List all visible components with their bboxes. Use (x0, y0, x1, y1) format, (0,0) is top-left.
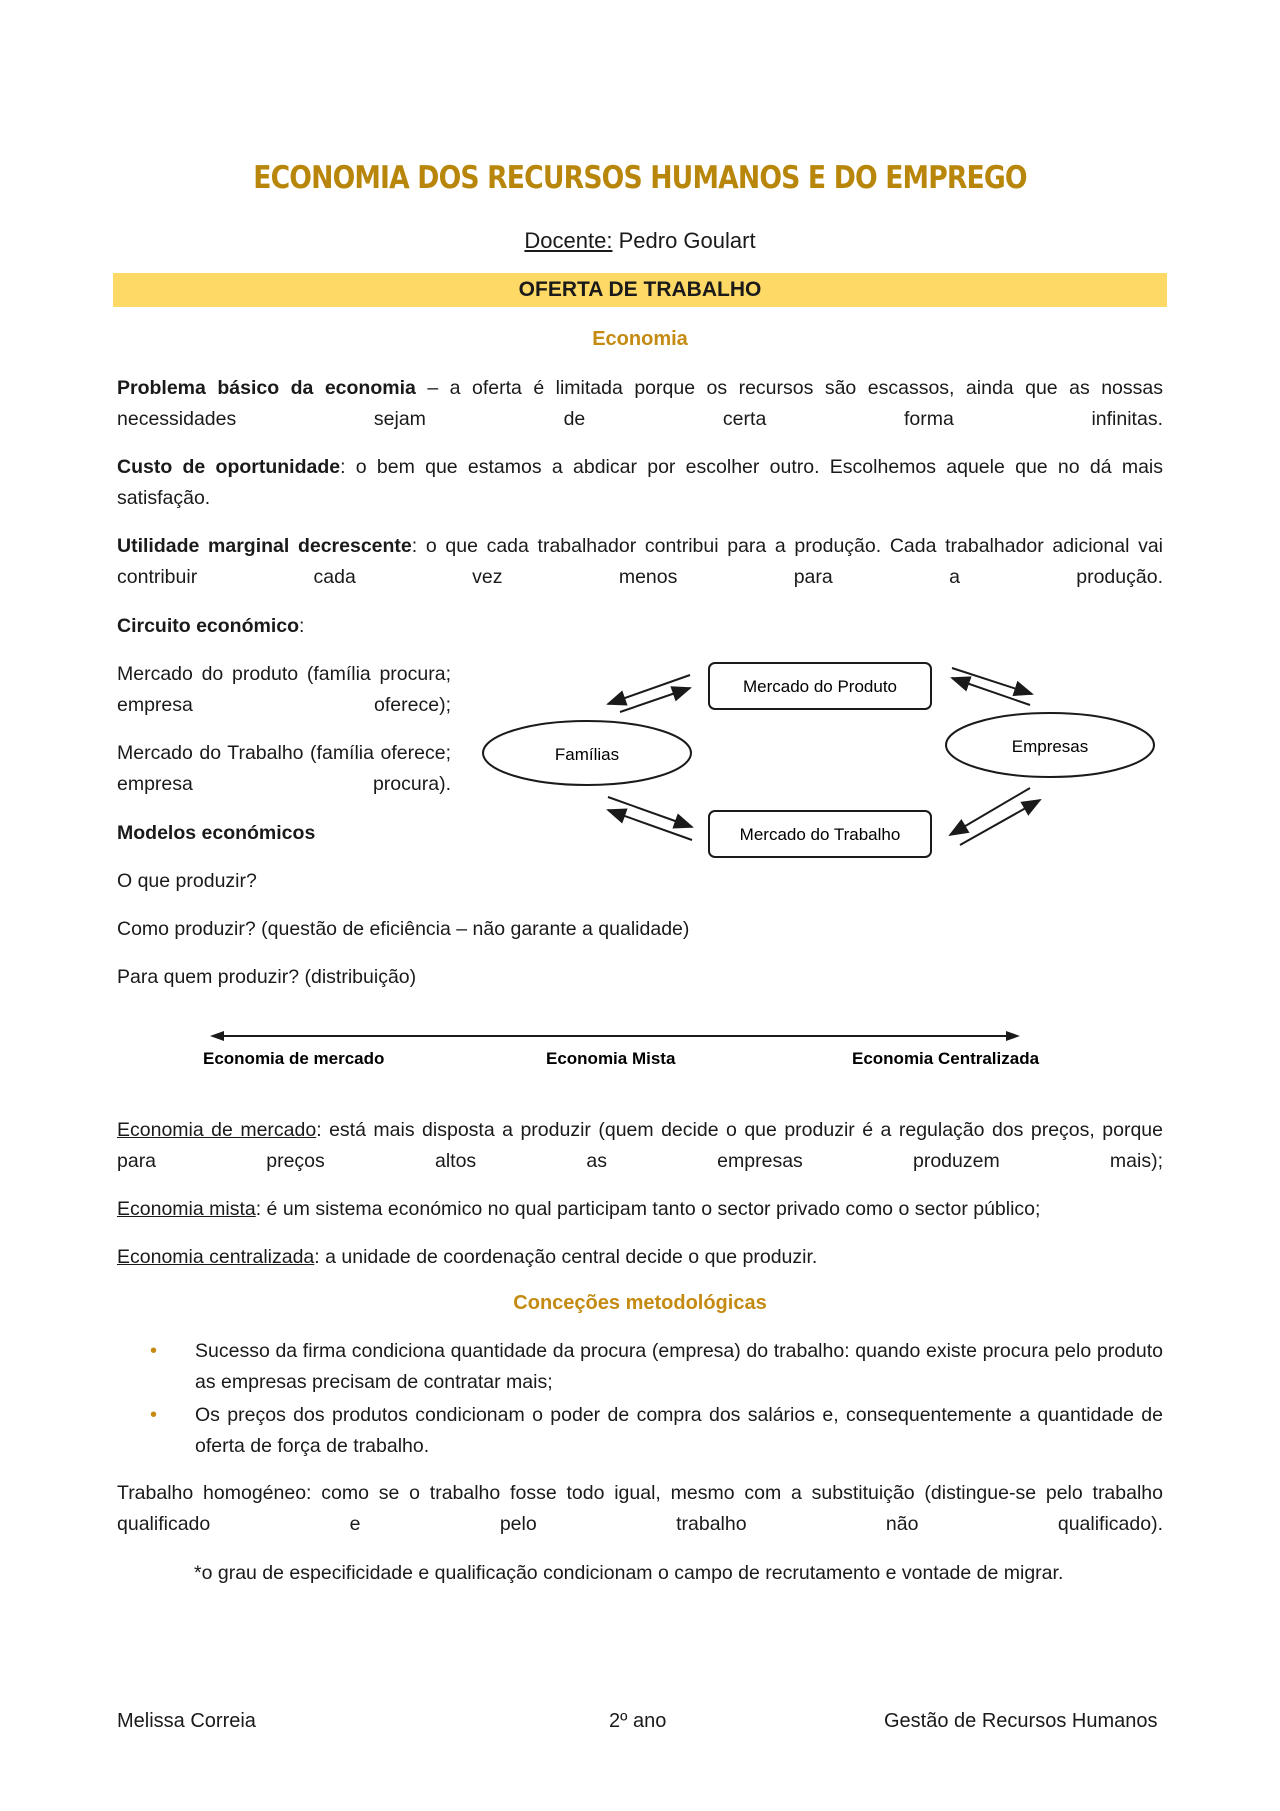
footer-author: Melissa Correia (117, 1710, 256, 1732)
text-economia-mercado: : está mais disposta a produzir (quem decide o que produzir é a regulação dos preços, porque para preços altos as empresas produzem mais); (117, 1119, 1163, 1172)
bullet-text: Os preços dos produtos condicionam o poder de compra dos salários e, consequentemente a quantidade de oferta de força de trabalho. (195, 1404, 1163, 1457)
concecoes-heading: Conceções metodológicas (513, 1292, 767, 1314)
modelos-heading: Modelos económicos (117, 822, 316, 844)
text-utilidade: : o que cada trabalhador contribui para a produção. Cada trabalhador adicional vai contribuir cada vez menos para a produção. (117, 535, 1163, 588)
term-utilidade: Utilidade marginal decrescente (117, 535, 412, 557)
arrow-trabalho-to-familias (608, 810, 692, 840)
term-economia-mista: Economia mista (117, 1198, 256, 1220)
text-economia-centralizada: : a unidade de coordenação central decide o que produzir. (314, 1246, 818, 1268)
definition-mista (117, 1194, 1040, 1225)
mercado-produto-label: Mercado do Produto (742, 677, 898, 696)
term-problema: Problema básico da economia (117, 377, 416, 399)
docente-name: Pedro Goulart (618, 228, 756, 253)
list-item (150, 1336, 1163, 1398)
definition-centralizada (117, 1242, 817, 1273)
document-title: ECONOMIA DOS RECURSOS HUMANOS E DO EMPREGO (253, 160, 1027, 196)
arrow-familias-to-trabalho (608, 797, 692, 827)
spectrum-label-mista: Economia Mista (546, 1049, 676, 1068)
familias-label: Famílias (554, 745, 620, 764)
spectrum-label-centralizada: Economia Centralizada (852, 1049, 1040, 1068)
mercado-trabalho-text: Mercado do Trabalho (família oferece; empresa procura). (117, 742, 451, 795)
question-o-que: O que produzir? (117, 870, 257, 892)
paragraph-homogeneo: Trabalho homogéneo: como se o trabalho fosse todo igual, mesmo com a substituição (distingue-se pelo trabalho qualificado e pelo trabalho não qualificado). (117, 1482, 1163, 1535)
arrow-empresas-to-produto (952, 678, 1030, 705)
bullet-text: Sucesso da firma condiciona quantidade da procura (empresa) do trabalho: quando existe procura pelo produto as empresas precisam de contratar mais; (195, 1340, 1163, 1393)
empresas-label: Empresas (1011, 737, 1089, 756)
arrow-produto-to-familias (608, 675, 690, 704)
concecoes-list (150, 1336, 1163, 1464)
term-circuito: Circuito económico (117, 615, 300, 637)
circuito-colon: : (299, 615, 305, 637)
term-custo: Custo de oportunidade (117, 456, 341, 478)
docente-label: Docente: (524, 228, 613, 253)
bullet-dot: • (150, 1404, 158, 1426)
section-band: OFERTA DE TRABALHO (113, 273, 1167, 307)
question-para-quem: Para quem produzir? (distribuição) (117, 966, 417, 988)
arrow-produto-to-empresas (952, 668, 1032, 694)
arrow-familias-to-produto (620, 688, 690, 712)
text-economia-mista: : é um sistema económico no qual participam tanto o sector privado como o sector público; (255, 1198, 1041, 1220)
footer-course: Gestão de Recursos Humanos (884, 1710, 1158, 1732)
economia-heading: Economia (592, 328, 688, 350)
footnote: *o grau de especificidade e qualificação condicionam o campo de recrutamento e vontade de migrar. (194, 1562, 1064, 1584)
spectrum-arrow-right (1006, 1031, 1020, 1041)
text-problema: – a oferta é limitada porque os recursos são escassos, ainda que as nossas necessidades sejam de certa forma infinitas. (117, 377, 1163, 430)
spectrum-arrow-left (210, 1031, 224, 1041)
mercado-trabalho-label: Mercado do Trabalho (739, 825, 901, 844)
spectrum-label-mercado: Economia de mercado (203, 1049, 385, 1068)
term-economia-centralizada: Economia centralizada (117, 1246, 315, 1268)
mercado-produto-text: Mercado do produto (família procura; empresa oferece); (117, 663, 451, 716)
question-como: Como produzir? (questão de eficiência – não garante a qualidade) (117, 918, 690, 940)
footer-year: 2º ano (609, 1710, 667, 1732)
text-custo: : o bem que estamos a abdicar por escolher outro. Escolhemos aquele que no dá mais satisfação. (117, 456, 1163, 509)
list-item (150, 1400, 1163, 1462)
term-economia-mercado: Economia de mercado (117, 1119, 317, 1141)
bullet-dot: • (150, 1340, 158, 1362)
